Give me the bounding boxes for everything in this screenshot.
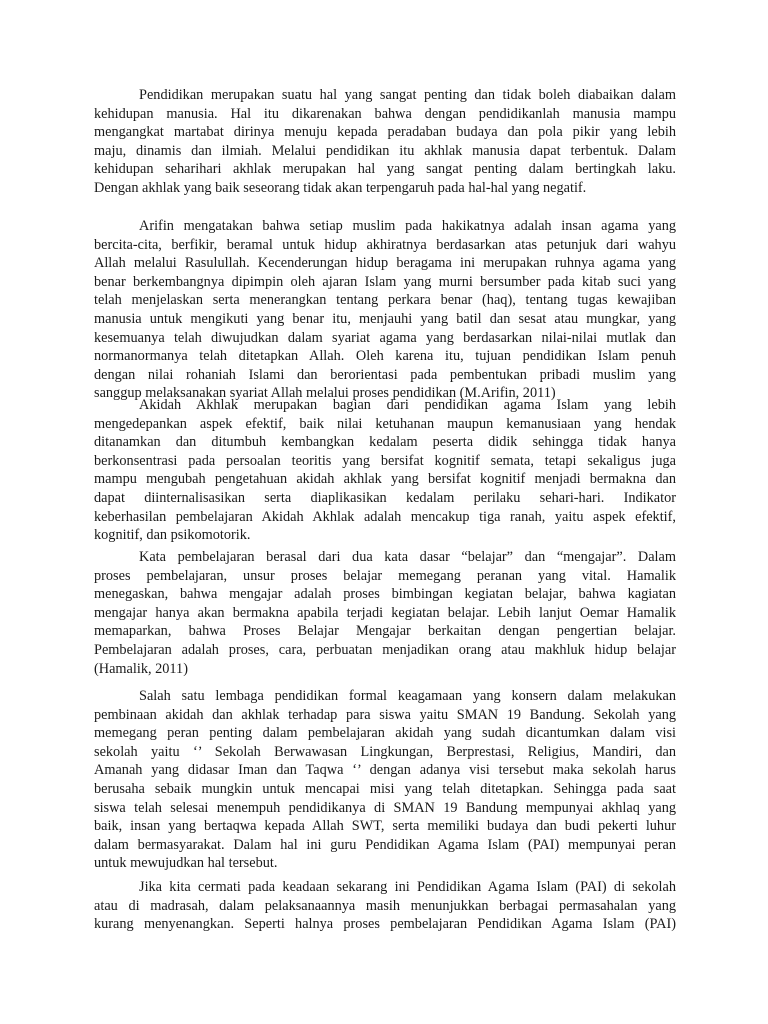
text-line: dengan nilai rohaniah Islami dan berorientasi pada pembentukan pribadi muslim yang xyxy=(94,366,676,383)
text-line: Akidah Akhlak merupakan bagian dari pendidikan agama Islam yang lebih xyxy=(139,397,676,413)
text-line: Amanah yang didasar Iman dan Taqwa ‘’ dengan adanya visi tersebut maka sekolah harus xyxy=(94,762,676,779)
text-line: Pembelajaran adalah proses, cara, perbuatan menjadikan orang atau makhluk hidup belajar xyxy=(94,641,676,658)
text-line: untuk mewujudkan hal tersebut. xyxy=(94,855,278,872)
text-line: dapat diinternalisasikan serta diaplikasikan kedalam perilaku sehari-hari. Indikator xyxy=(94,489,676,506)
text-line: mengangkat martabat dirinya menuju kepada peradaban budaya dan pola pikir yang lebih xyxy=(94,124,676,141)
text-line: siswa telah selesai menempuh pendidikanya di SMAN 19 Bandung mempunyai akhlaq yang xyxy=(94,799,676,816)
text-line: ditanamkan dan ditumbuh kembangkan kedalam peserta didik sehingga tidak hanya xyxy=(94,434,676,451)
text-line: dalam bermasyarakat. Dalam hal ini guru Pendidikan Agama Islam (PAI) mempunyai peran xyxy=(94,836,676,853)
paragraph-4 xyxy=(94,548,676,678)
paragraph-3 xyxy=(94,396,676,545)
text-line: Salah satu lembaga pendidikan formal keagamaan yang konsern dalam melakukan xyxy=(139,688,676,704)
paragraph-2 xyxy=(94,217,676,403)
text-line: maju, dinamis dan ilmiah. Melalui pendidikan itu akhlak manusia dapat terbentuk. Dalam xyxy=(94,142,676,159)
text-line: kurang menyenangkan. Seperti halnya proses pembelajaran Pendidikan Agama Islam (PAI) xyxy=(94,916,676,933)
text-line: benar berkembangnya dipimpin oleh ajaran Islam yang murni bersumber pada kitab suci yang xyxy=(94,273,676,290)
text-line: mengajar hanya akan bermakna apabila terjadi kegiatan belajar. Lebih lanjut Oemar Hamalik xyxy=(94,604,676,621)
text-line: sanggup melaksanakan syariat Allah melalui proses pendidikan (M.Arifin, 2011) xyxy=(94,385,556,402)
text-line: kehidupan seharihari akhlak merupakan hal yang sangat penting dalam bertingkah laku. xyxy=(94,161,676,178)
text-line: berusaha sebaik mungkin untuk mencapai misi yang telah ditetapkan. Sehingga pada saat xyxy=(94,780,676,797)
text-line: manusia untuk mengikuti yang benar itu, menjauhi yang batil dan sesat atau mungkar, yang xyxy=(94,310,676,327)
text-line: menegaskan, bahwa mengajar adalah proses bimbingan kegiatan belajar, bahwa kagiatan xyxy=(94,586,676,603)
text-line: Kata pembelajaran berasal dari dua kata dasar “belajar” dan “mengajar”. Dalam xyxy=(139,549,676,565)
text-line: Arifin mengatakan bahwa setiap muslim pada hakikatnya adalah insan agama yang xyxy=(139,218,676,234)
paragraph-5 xyxy=(94,687,676,873)
text-line: memaparkan, bahwa Proses Belajar Mengajar berkaitan dengan pengertian belajar. xyxy=(94,623,676,640)
text-line: kehidupan manusia. Hal itu dikarenakan bahwa dengan pendidikanlah manusia mampu xyxy=(94,105,676,122)
text-line: atau di madrasah, dalam pelaksanaannya masih menunjukkan berbagai permasahalan yang xyxy=(94,897,676,914)
text-line: berkonsentrasi pada persoalan teoritis yang bersifat kognitif semata, tetapi sekaligus juga xyxy=(94,452,676,469)
paragraph-1 xyxy=(94,86,676,198)
text-line: (Hamalik, 2011) xyxy=(94,660,188,677)
text-line: bercita-cita, berfikir, beramal untuk hidup akhiratnya berdasarkan atas petunjuk dari wahyu xyxy=(94,236,676,253)
text-line: mengedepankan aspek efektif, baik nilai ketuhanan maupun kemanusiaan yang hendak xyxy=(94,415,676,432)
text-line: proses pembelajaran, unsur proses belajar memegang peranan yang vital. Hamalik xyxy=(94,567,676,584)
text-line: telah menjelaskan serta menerangkan tentang perkara benar (haq), tentang tugas kewajiban xyxy=(94,292,676,309)
text-line: sekolah yaitu ‘’ Sekolah Berwawasan Lingkungan, Berprestasi, Religius, Mandiri, dan xyxy=(94,743,676,760)
text-line: Dengan akhlak yang baik seseorang tidak akan terpengaruh pada hal-hal yang negatif. xyxy=(94,179,587,196)
paragraph-6 xyxy=(94,878,676,934)
text-line: Jika kita cermati pada keadaan sekarang ini Pendidikan Agama Islam (PAI) di sekolah xyxy=(139,879,676,895)
text-line: pembinaan akidah dan akhlak terhadap para siswa yaitu SMAN 19 Bandung. Sekolah yang xyxy=(94,706,676,723)
text-line: memegang peran penting dalam pembelajaran akidah yang sudah dicantumkan dalam visi xyxy=(94,725,676,742)
text-line: kesemuanya telah diwujudkan dalam syariat agama yang berdasarkan nilai-nilai mutlak dan xyxy=(94,329,676,346)
text-line: Allah melalui Rasulullah. Kecenderungan hidup beragama ini merupakan ruhnya agama yang xyxy=(94,255,676,272)
text-line: keberhasilan pembelajaran Akidah Akhlak adalah mencakup tiga ranah, yaitu aspek efektif, xyxy=(94,508,676,525)
text-line: kognitif, dan psikomotorik. xyxy=(94,527,251,544)
text-line: normanormanya telah ditetapkan Allah. Oleh karena itu, tujuan pendidikan Islam penuh xyxy=(94,348,676,365)
text-line: Pendidikan merupakan suatu hal yang sangat penting dan tidak boleh diabaikan dalam xyxy=(139,87,676,103)
text-line: baik, insan yang bertaqwa kepada Allah SWT, serta memiliki budaya dan budi pekerti luhur xyxy=(94,818,676,835)
text-line: mampu mengubah pengetahuan akidah akhlak yang bersifat kognitif menjadi bermakna dan xyxy=(94,471,676,488)
